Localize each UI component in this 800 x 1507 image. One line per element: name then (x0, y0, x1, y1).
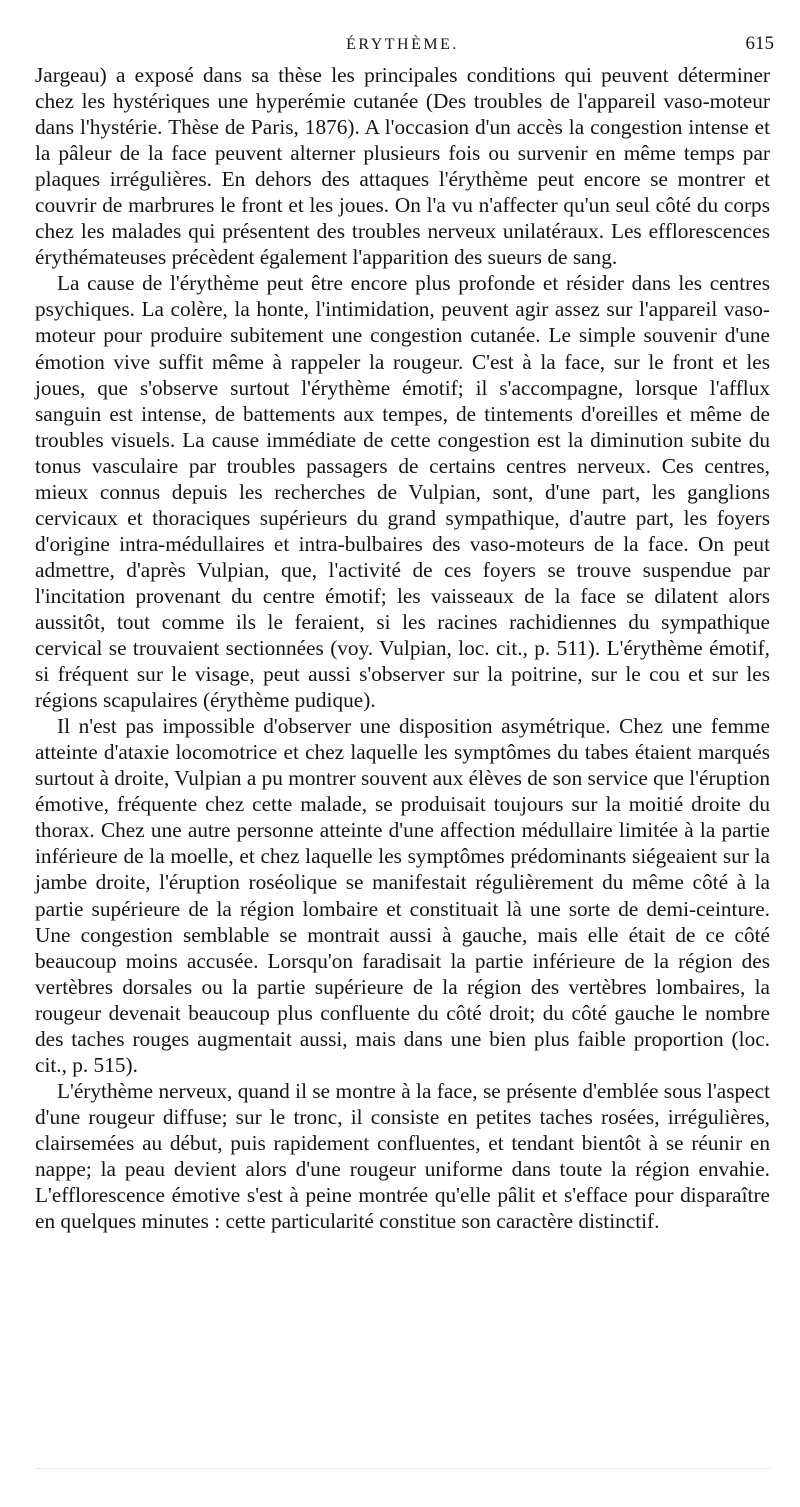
running-head (35, 0, 774, 62)
running-title: ÉRYTHÈME. (346, 36, 459, 53)
page-number: 615 (745, 33, 774, 54)
paragraph-asymmetric: Il n'est pas impossible d'observer une disposition asymétrique. Chez une femme atteinte d'ataxie locomotrice et chez laquelle les symptômes du tabes étaient marqués surtout à droite, Vulpian a pu montrer souvent aux élèves de son service que l'éruption émotive, fréquente chez cette malade, se produisait toujours sur la moitié droite du thorax. Chez une autre personne atteinte d'une affection médullaire limitée à la partie inférieure de la moelle, et chez laquelle les symptômes prédominants siégeaient sur la jambe droite, l'éruption roséolique se manifestait régulièrement du même côté à la partie supérieure de la région lombaire et constituait là une sorte de demi-ceinture. Une congestion semblable se montrait aussi à gauche, mais elle était de ce côté beaucoup moins accusée. Lorsqu'on faradisait la partie inférieure de la région des vertèbres dorsales ou la partie supérieure de la région des vertèbres lombaires, la rougeur devenait beaucoup plus confluente du côté droit; du côté gauche le nombre des taches rouges augmentait aussi, mais dans une bien plus faible proportion (loc. cit., p. 515). (35, 714, 770, 1077)
paragraph-continuation: Jargeau) a exposé dans sa thèse les principales conditions qui peuvent déterminer chez les hystériques une hyperémie cutanée (Des troubles de l'appareil vaso-moteur dans l'hystérie. Thèse de Paris, 1876). A l'occasion d'un accès la congestion intense et la pâleur de la face peuvent alterner plusieurs fois ou survenir en même temps par plaques irrégulières. En dehors des attaques l'érythème peut encore se montrer et couvrir de marbrures le front et les joues. On l'a vu n'affecter qu'un seul côté du corps chez les malades qui présentent des troubles nerveux unilatéraux. Les efflorescences érythémateuses précèdent également l'apparition des sueurs de sang. (35, 63, 770, 270)
paragraph-emotive-cause: La cause de l'érythème peut être encore plus profonde et résider dans les centres psychiques. La colère, la honte, l'intimidation, peuvent agir assez sur l'appareil vaso-moteur pour produire subitement une congestion cutanée. Le simple souvenir d'une émotion vive suffit même à rappeler la rougeur. C'est à la face, sur le front et les joues, que s'observe surtout l'érythème émotif; il s'accompagne, lorsque l'afflux sanguin est intense, de battements aux tempes, de tintements d'oreilles et même de troubles visuels. La cause immédiate de cette congestion est la diminution subite du tonus vasculaire par troubles passagers de certains centres nerveux. Ces centres, mieux connus depuis les recherches de Vulpian, sont, d'une part, les ganglions cervicaux et thoraciques supérieurs du grand sympathique, d'autre part, les foyers d'origine intra-médullaires et intra-bulbaires des vaso-moteurs de la face. On peut admettre, d'après Vulpian, que, l'activité de ces foyers se trouve suspendue par l'incitation provenant du centre émotif; les vaisseaux de la face se dilatent alors aussitôt, tout comme ils le feraient, si les racines rachidiennes du sympathique cervical se trouvaient sectionnées (voy. Vulpian, loc. cit., p. 511). L'érythème émotif, si fréquent sur le visage, peut aussi s'observer sur la poitrine, sur le cou et sur les régions scapulaires (érythème pudique). (35, 271, 770, 713)
footer-rule (35, 1468, 770, 1477)
body-text (35, 62, 770, 1234)
paragraph-nervous-erythema: L'érythème nerveux, quand il se montre à la face, se présente d'emblée sous l'aspect d'une rougeur diffuse; sur le tronc, il consiste en petites taches rosées, irrégulières, clairsemées au début, puis rapidement confluentes, et tendant bientôt à se réunir en nappe; la peau devient alors d'une rougeur uniforme dans toute la région envahie. L'efflorescence émotive s'est à peine montrée qu'elle pâlit et s'efface pour disparaître en quelques minutes : cette particularité constitue son caractère distinctif. (35, 1078, 770, 1234)
book-page (35, 0, 774, 1507)
